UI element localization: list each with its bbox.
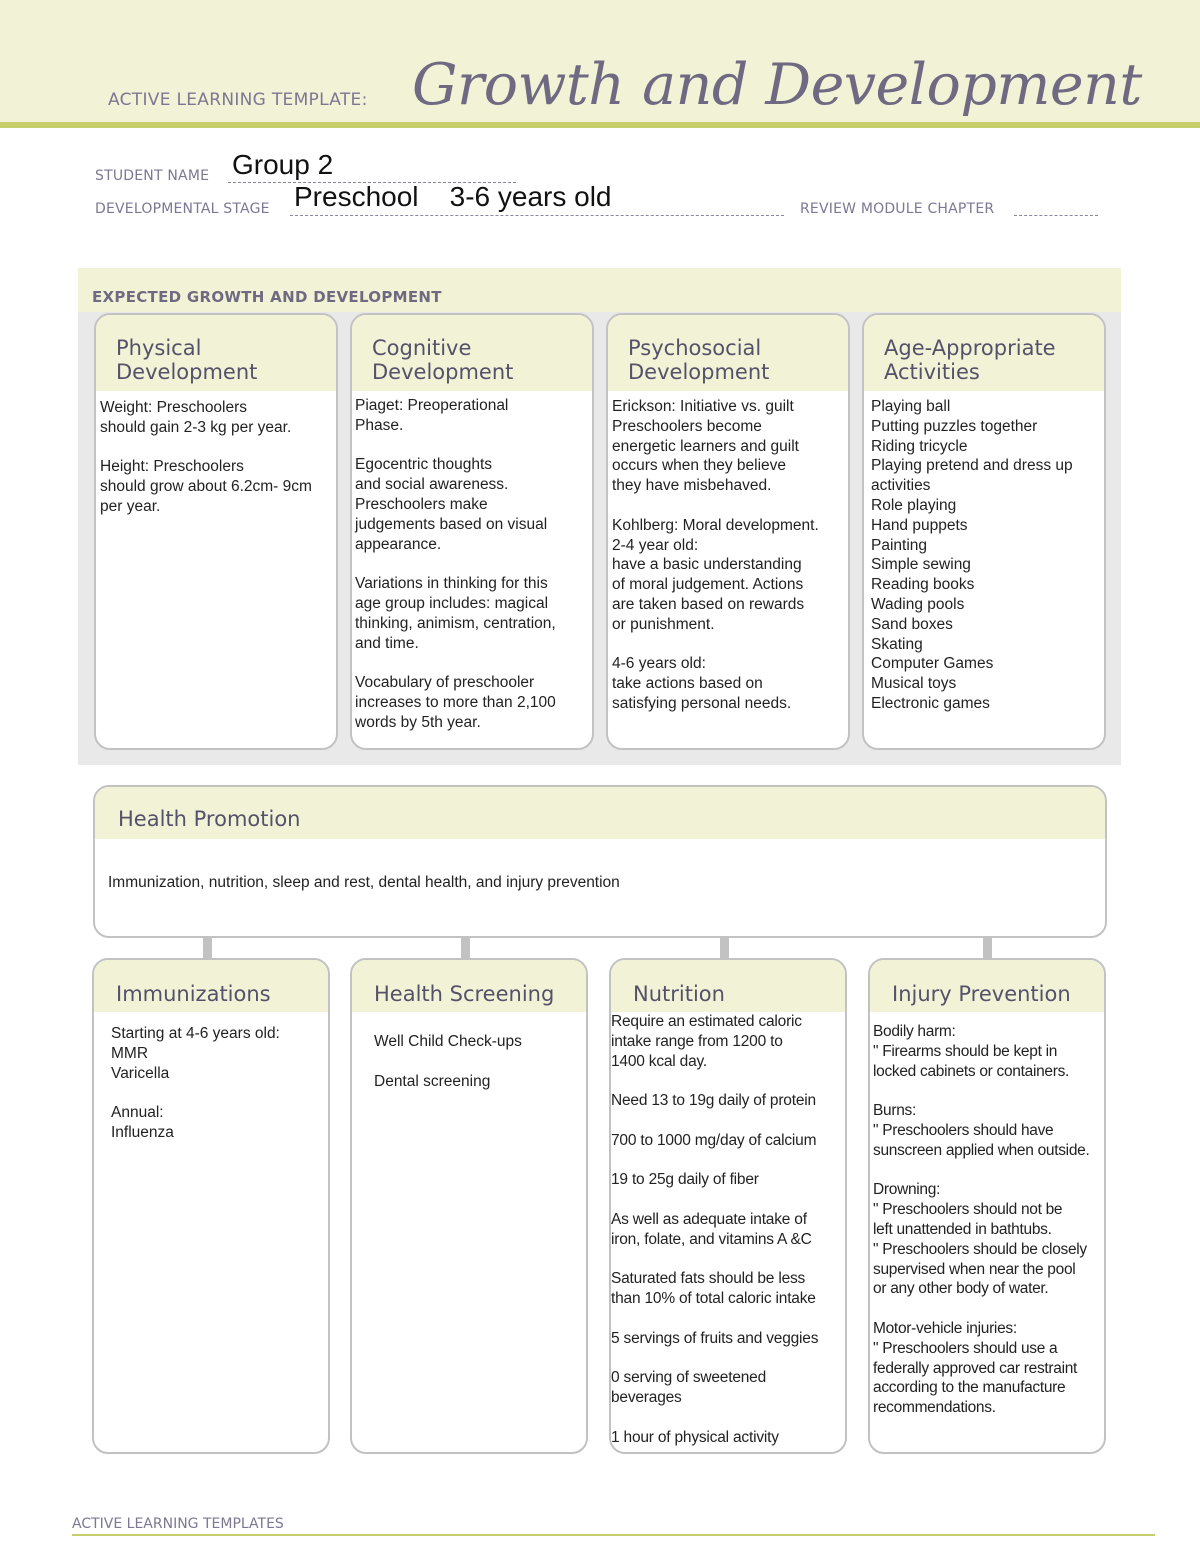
- nutrition-card: [609, 958, 847, 1454]
- developmental-stage-label: DEVELOPMENTAL STAGE: [95, 201, 270, 217]
- connector: [720, 936, 729, 960]
- card-title: Psychosocial Development: [628, 336, 770, 384]
- expected-growth-title: EXPECTED GROWTH AND DEVELOPMENT: [92, 288, 442, 306]
- psychosocial-development-text[interactable]: Erickson: Initiative vs. guilt Preschoolers become energetic learners and guilt occurs when they believe they have misbehaved. Kohlberg: Moral development. 2-4 year old: have a basic understanding of moral judgement. Actions are taken based on rewards or punishment. 4-6 years old: take actions based on satisfying personal needs.: [612, 398, 819, 712]
- card-title: Cognitive Development: [372, 336, 514, 384]
- connector: [461, 936, 470, 960]
- health-promotion-title: Health Promotion: [118, 807, 301, 831]
- cognitive-development-card: [350, 313, 594, 750]
- health-screening-card: [350, 958, 588, 1454]
- card-title: Health Screening: [374, 982, 555, 1006]
- expected-growth-panel: [78, 268, 1121, 765]
- card-title: Age-Appropriate Activities: [884, 336, 1056, 384]
- immunizations-card: [92, 958, 330, 1454]
- connector: [983, 936, 992, 960]
- student-name-value[interactable]: Group 2: [232, 149, 334, 180]
- immunizations-text[interactable]: Starting at 4-6 years old: MMR Varicella Annual: Influenza: [111, 1025, 280, 1141]
- psychosocial-development-card: [606, 313, 850, 750]
- health-promotion-text[interactable]: Immunization, nutrition, sleep and rest, dental health, and injury prevention: [108, 874, 620, 891]
- card-title: Immunizations: [116, 982, 271, 1006]
- age-appropriate-activities-card: [862, 313, 1106, 750]
- developmental-stage-line: [290, 215, 784, 216]
- health-promotion-card: [93, 785, 1107, 938]
- footer-label: ACTIVE LEARNING TEMPLATES: [72, 1516, 284, 1532]
- physical-development-card: [94, 313, 338, 750]
- injury-prevention-text[interactable]: Bodily harm: " Firearms should be kept in locked cabinets or containers. Burns: " Preschoolers should have sunscreen applied when outside. Drowning: " Preschoolers should not be left unattended in bathtubs. " Preschoolers should be closely supervised when near the pool or any other body of water. Motor-vehicle injuries: " Preschoolers should use a federally approved car restraint according to the manufacture recommendations.: [873, 1023, 1090, 1417]
- card-title: Injury Prevention: [892, 982, 1071, 1006]
- connector: [203, 936, 212, 960]
- template-label: ACTIVE LEARNING TEMPLATE:: [108, 90, 368, 110]
- card-title: Nutrition: [633, 982, 725, 1006]
- card-title: Physical Development: [116, 336, 258, 384]
- cognitive-development-text[interactable]: Piaget: Preoperational Phase. Egocentric thoughts and social awareness. Preschoolers make judgements based on visual appearance. Variations in thinking for this age group includes: magical thinking, animism, centration, and time. Vocabulary of preschooler increases to more than 2,100 words by 5th year.: [355, 397, 556, 731]
- health-screening-text[interactable]: Well Child Check-ups Dental screening: [374, 1033, 522, 1090]
- review-module-label: REVIEW MODULE CHAPTER: [800, 201, 995, 217]
- nutrition-text[interactable]: Require an estimated caloric intake range from 1200 to 1400 kcal day. Need 13 to 19g daily of protein 700 to 1000 mg/day of calcium 19 to 25g daily of fiber As well as adequate intake of iron, folate, and vitamins A &C Saturated fats should be less than 10% of total caloric intake 5 servings of fruits and veggies 0 serving of sweetened beverages 1 hour of physical activity: [611, 1013, 819, 1446]
- physical-development-text[interactable]: Weight: Preschoolers should gain 2-3 kg per year. Height: Preschoolers should grow about 6.2cm- 9cm per year.: [100, 399, 312, 515]
- footer-rule: [72, 1534, 1155, 1536]
- header-rule: [0, 122, 1200, 128]
- student-name-label: STUDENT NAME: [95, 168, 210, 184]
- review-module-line[interactable]: [1014, 215, 1098, 216]
- injury-prevention-card: [868, 958, 1106, 1454]
- age-appropriate-activities-text[interactable]: Playing ball Putting puzzles together Riding tricycle Playing pretend and dress up activities Role playing Hand puppets Painting Simple sewing Reading books Wading pools Sand boxes Skating Computer Games Musical toys Electronic games: [871, 398, 1073, 712]
- developmental-stage-value[interactable]: Preschool 3-6 years old: [294, 181, 612, 212]
- page-title: Growth and Development: [412, 52, 1142, 118]
